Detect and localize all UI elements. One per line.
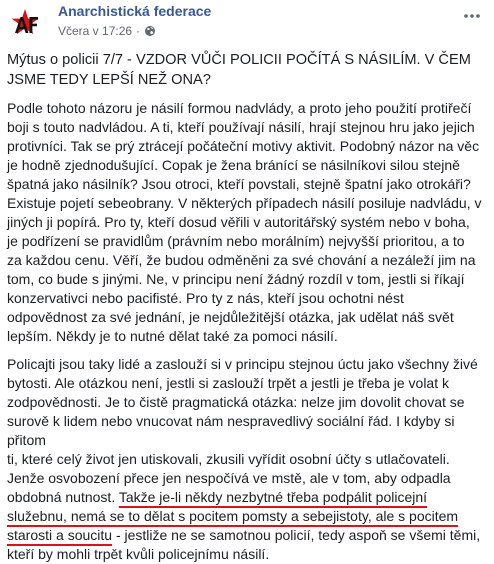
paragraph-line: jiných ji popírá. Pro ty, kteří dosud věřili v autoritářský systém nebo v boha, [7,214,470,230]
paragraph-line: ti, které celý život jen utiskovali, zkusili vyřídit osobní účty s utlačovateli. [7,451,450,467]
more-dots-icon [464,14,480,18]
red-underlined-text: Takže je-li někdy nezbytné třeba podpálit policejní [118,489,428,505]
paragraph-line [7,488,489,507]
paragraph-line: protivníci. Tak se prý ztrácejí počáteční motivy aktivit. Podobný názor na věc [7,138,480,154]
paragraph-line: tom, co bude s jinými. Ne, v principu není žádný rozdíl v tom, jestli si říkají [7,271,465,287]
page-avatar[interactable] [6,4,44,42]
paragraph-line: Podle tohoto názoru je násilí formou nadvlády, a proto jeho použití protiřečí [7,100,472,116]
paragraph-line: je hodně zjednodušující. Copak je žena bránící se násilníkovi silou stejně [7,157,460,173]
paragraph-line [7,507,489,526]
paragraph-line: Jenže osvobození přece jen nespočívá ve mstě, ale v tom, aby odpadla [7,470,451,486]
paragraph-line: lepším. Někdy je to nutné dělat také za pomoci násilí. [7,328,338,344]
paragraph-line: kteří by mohli trpět kvůli policejnímu násilí. [7,546,270,562]
red-underlined-text: služebnu, nemá se to dělat s pocitem pomsty a sebejistoty, ale s pocitem [7,508,459,524]
plain-text: - jestliže ne se samotnou policií, tedy aspoň se všemi těmi, [112,527,481,543]
paragraph-line: boji s touto nadvládou. A ti, kteří používají násilí, hrají stejnou hru jako jejich [7,119,475,135]
paragraph-line: bytosti. Ale otázkou není, jestli si zaslouží trpět a jestli je třeba je volat k [7,375,449,391]
paragraph-line: odpovědnost za své jednání, je nejdůležitější otázka, jak udělat náš svět [7,309,454,325]
anarchist-federation-logo-icon [6,4,44,42]
paragraph-line: surově k lidem nebo vnucovat nám nespravedlivý sociální řád. I kdyby si [7,413,455,429]
globe-icon[interactable] [144,25,156,37]
paragraph-line: Existuje pojetí sebeobrany. V některých případech násilí posiluje nadvládu, v [7,195,482,211]
paragraph-line: je podřízení se pravidlům (právním nebo morálním) nejvyšší prioritou, a to [7,233,465,249]
paragraph-line: Policajti jsou taky lidé a zaslouží si v principu stejnou úctu jako všechny živé [7,356,478,372]
post-body [7,50,489,564]
paragraph-line: za každou cenu. Věří, že budou odměněni za své chování a nezáleží jim na [7,252,476,268]
page-name-link[interactable]: Anarchistická federace [58,3,212,19]
post-timestamp[interactable]: Včera v 17:26 [58,24,133,38]
post-title-line: JSME TEDY LEPŠÍ NEŽ ONA? [7,72,211,88]
paragraph-1 [7,99,489,346]
post-header [0,0,494,48]
red-underlined-text: starosti a soucitu [7,527,113,543]
more-options-button[interactable] [460,8,484,24]
post-meta [58,24,156,38]
paragraph-2 [7,355,489,564]
paragraph-line [7,526,489,545]
plain-text: obdobná nutnost. [7,489,119,505]
paragraph-line: špatná jako násilník? Jsou otroci, kteří povstali, stejně špatní jako otrokáři? [7,176,471,192]
post-title [7,50,489,90]
meta-separator: · [136,24,141,38]
paragraph-line: přitom [7,432,46,448]
paragraph-line: zodpovědnosti. Je to čistě pragmatická otázka: nelze jim dovolit chovat se [7,394,465,410]
paragraph-line: konzervativci nebo pacifisté. Pro ty z nás, kteří jsou ochotni nést [7,290,404,306]
post-title-line: Mýtus o policii 7/7 - VZDOR VŮČI POLICII POČÍTÁ S NÁSILÍM. V ČEM [7,52,471,68]
